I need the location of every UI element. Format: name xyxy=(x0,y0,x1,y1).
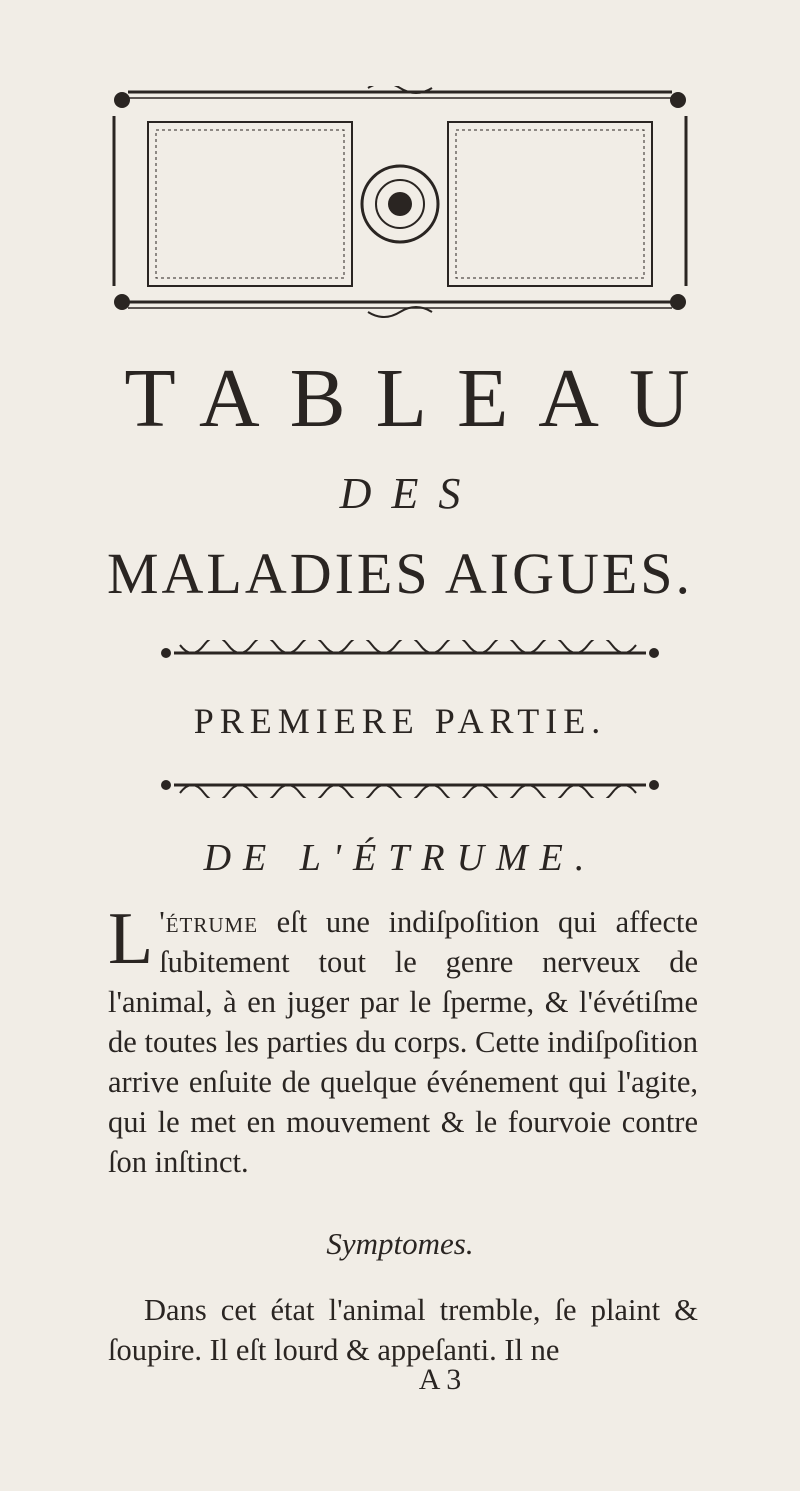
ornamental-rule-top xyxy=(160,640,660,666)
paragraph-symptomes: Dans cet état l'animal tremble, ſe plaint & ſoupire. Il eſt lourd & appeſanti. Il ne xyxy=(108,1293,698,1367)
chapter-heading: DE L'ÉTRUME. xyxy=(203,837,597,879)
title-main: MALADIES AIGUES. xyxy=(106,541,694,606)
drop-cap: L xyxy=(108,898,154,980)
part-heading: PREMIERE PARTIE. xyxy=(193,701,607,741)
ornamental-headpiece xyxy=(108,86,692,326)
lead-word: 'étrume xyxy=(159,905,259,939)
signature-mark: A 3 xyxy=(418,1363,462,1396)
paragraph-text: eſt une indiſpoſition qui affecte ſubitement tout le genre nerveux de l'animal, à en juger par le ſperme, & l'évétiſme de toutes les parties du corps. Cette indiſpoſition arrive enſuite de quelque événement qui l'agite, qui le met en mouvement & le fourvoie contre ſon inſtinct. xyxy=(108,905,698,1179)
title-connector: DES xyxy=(339,469,481,518)
paragraph-etrume xyxy=(108,898,698,1182)
ornamental-rule-bottom xyxy=(160,772,660,798)
page-title: TABLEAU xyxy=(124,352,720,445)
section-heading-symptomes: Symptomes. xyxy=(326,1226,474,1261)
